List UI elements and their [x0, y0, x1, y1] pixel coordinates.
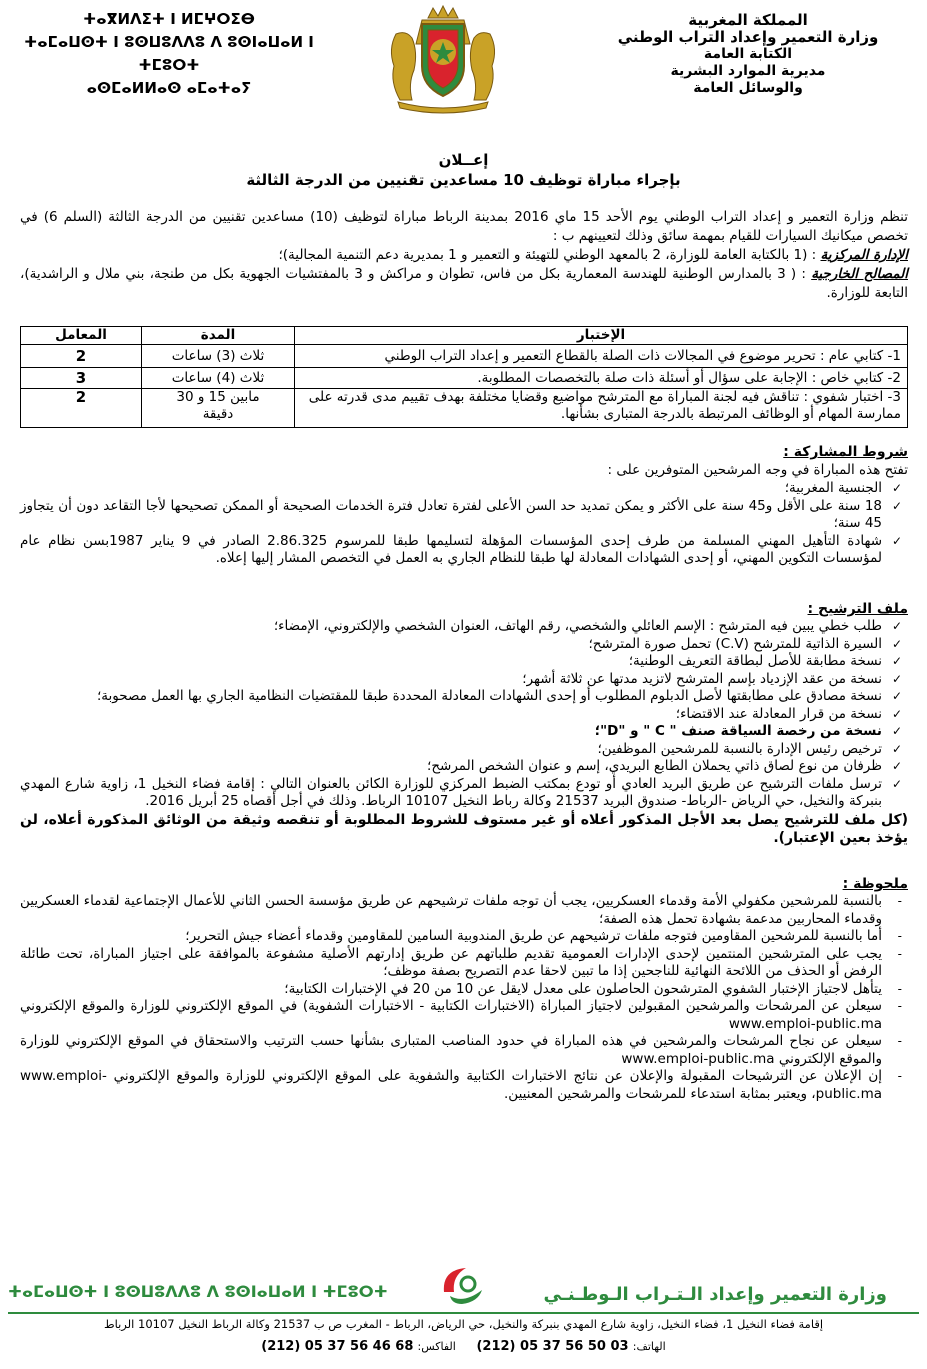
fax-number: (212) 05 37 56 46 68: [261, 1339, 414, 1354]
notes-title: ملحوظة :: [842, 876, 908, 892]
coefficient-cell: 2: [21, 389, 142, 428]
list-item: ✓ نسخة مطابقة للأصل لبطاقة التعريف الوطنية؛: [628, 653, 902, 669]
list-item: - يتأهل لاجتياز الإختبار الشفوي المترشحون الحاصلون على معدل لايقل عن 10 من 20 في الإختبارات الكتابية؛: [284, 980, 902, 997]
list-item: ✓ ترسل ملفات الترشيح عن طريق البريد العادي أو تودع بمكتب الضبط المركزي للوزارة الكائن بالعنوان التالي : إقامة فضاء النخيل 1، زاوية شارع المهدي بنبركة والنخيل، حي الرياض -الرباط- صندوق البريد 21537 وكالة رباط النخيل 10107 الرباط. وذلك في أجل أقصاه 25 أبريل 2016.: [20, 775, 902, 809]
general-secretariat: الكتابة العامة: [703, 46, 793, 62]
header-coefficient: المعامل: [21, 327, 142, 345]
check-icon: ✓: [891, 481, 902, 495]
tifinagh-header: [14, 8, 324, 100]
duration-cell: ثلاث (4) ساعات: [142, 368, 295, 389]
phone-number: (212) 05 37 56 50 03: [476, 1339, 629, 1354]
conditions-section: [20, 443, 908, 568]
dash-bullet: -: [897, 1034, 902, 1048]
list-item: - أما بالنسبة للمرشحين المقاومين فتوجه ملفات ترشيحهم عن طريق المندوبية السامين للمقاومين وقدماء أعضاء جيش التحرير؛: [185, 928, 902, 944]
central-admin-label: الإدارة المركزية: [820, 247, 908, 263]
check-icon: ✓: [891, 671, 902, 686]
duration-cell: مابين 15 و 30 دقيقة: [142, 389, 295, 428]
list-item: ✓ شهادة التأهيل المهني المسلمة من طرف إحدى المؤسسات المؤهلة لتسليمها طبقا للمرسوم 2.86.325 الصادر في 9 يناير 1987بسن نظام عام لمؤسسات التكوين المهني، أو إحدى الشهادات المعادلة لها طبقا للنظام الجاري به العمل في التخصص المشار إليها إعلاه.: [20, 532, 902, 566]
footer-logo-icon: [438, 1262, 488, 1308]
table-header-row: [21, 327, 908, 345]
external-services-label: المصالح الخارجية: [811, 266, 908, 282]
footer-ministry-name: وزارة التعمير وإعداد الـتـراب الـوطـنـي: [543, 1284, 887, 1305]
check-icon: ✓: [891, 498, 902, 513]
footer-contact: [10, 1338, 917, 1356]
dossier-warning: (كل ملف للترشيح يصل بعد الأجل المذكور أعلاه أو غير مستوف للشروط المطلوبة أو تنقصه وثيقة من الوثائق المذكورة أعلاه، لن يؤخذ بعين الإعتبار).: [20, 811, 908, 846]
duration-cell: ثلاث (3) ساعات: [142, 345, 295, 368]
dash-bullet: -: [897, 929, 902, 943]
tifinagh-line: ⵜⴰⴳⵍⴷⵉⵜ ⵏ ⵍⵎⵖⵔⵉⴱ: [83, 10, 255, 28]
kingdom-name: المملكة المغربية: [688, 11, 808, 29]
list-item: ✓ نسخة من قرار المعادلة عند الاقتضاء؛: [675, 705, 902, 722]
dash-bullet: -: [897, 999, 902, 1013]
header-duration: المدة: [142, 327, 295, 345]
tifinagh-line: ⴰⵙⵎⴰⵍⵍⴰⵙ ⴰⵎⴰⵜⴰⵢ: [86, 79, 252, 97]
conditions-intro: تفتح هذه المباراة في وجه المرشحين المتوفرين على :: [607, 462, 908, 478]
dash-bullet: -: [897, 981, 902, 996]
list-item: - سيعلن عن نجاح المرشحات والمرشحين في هذه المباراة في حدود المناصب المتبارى بشأنها حسب الترتيب والاستحقاق في الموقع الإلكتروني للوزارة والموقع الإلكتروني www.emploi-public.ma: [20, 1033, 902, 1067]
list-item: - إن الإعلان عن الترشيحات المقبولة والإعلان عن نتائج الاختبارات الكتابية والشفوية على الموقع الإلكتروني للوزارة والموقع الإلكتروني www.emploi-public.ma، ويعتبر بمثابة استدعاء للمرشحات والمرشحين المعنيين.: [20, 1068, 902, 1102]
check-icon: ✓: [891, 706, 902, 721]
check-icon: ✓: [891, 724, 902, 738]
dash-bullet: -: [897, 894, 902, 908]
directorate-name: مديرية الموارد البشرية: [670, 63, 826, 79]
check-icon: ✓: [891, 776, 902, 791]
fax-label: الفاكس:: [417, 1340, 456, 1353]
list-item: ✓ الجنسية المغربية؛: [784, 480, 902, 496]
dash-bullet: -: [897, 1069, 902, 1083]
title-subline: بإجراء مباراة توظيف 10 مساعدين تقنيين من الدرجة الثالثة: [246, 171, 681, 189]
list-item: - سيعلن عن المرشحات والمرشحين المقبولين لاجتياز المباراة (الاختبارات الكتابية - الاختبارات الشفوية) في الموقع الإلكتروني للوزارة والموقع الإلكتروني www.emploi-public.ma: [20, 998, 902, 1032]
announcement-title: [0, 150, 927, 190]
conditions-title: شروط المشاركة :: [783, 444, 908, 460]
footer-tifinagh: ⵜⴰⵎⴰⵡⵙⵜ ⵏ ⵓⵙⵡⵓⴷⴷⵓ ⴷ ⵓⵙⵏⴰⵡⴰⵍ ⵏ ⵜⵎⵓⵔⵜ: [8, 1282, 388, 1301]
intro-paragraph: تنظم وزارة التعمير و إعداد التراب الوطني يوم الأحد 15 ماي 2016 بمدينة الرباط مباراة لتوظيف (10) مساعدين تقنيين من الدرجة الثالثة (السلم 6) في تخصص ميكانيك السيارات للقيام بمهمة سائق وذلك لتعيينهم ب :: [20, 209, 909, 244]
list-item: ✓ ظرفان من نوع لصاق ذاتي يحملان الطابع البريدي، إسم و عنوان الشخص المرشح؛: [427, 758, 902, 774]
title-line: إعــلان: [438, 151, 489, 169]
footer-divider: [8, 1312, 919, 1314]
intro-section: [20, 208, 908, 303]
check-icon: ✓: [891, 759, 902, 773]
central-admin-text: : (1 بالكتابة العامة للوزارة، 2 بالمعهد الوطني للتهيئة و التعمير و 1 بمديرية دعم التنمية المجالية)؛: [278, 247, 821, 263]
notes-section: [20, 875, 908, 1103]
list-item: ✓ نسخة من عقد الإزدياد بإسم المترشح لاتزيد مدتها عن ثلاثة أشهر؛: [522, 670, 902, 687]
coefficient-cell: 3: [21, 368, 142, 389]
table-row: [21, 389, 908, 428]
phone-label: الهاتف:: [632, 1340, 666, 1353]
exam-table-wrapper: [20, 326, 908, 428]
table-row: [21, 368, 908, 389]
check-icon: ✓: [891, 636, 902, 651]
ministry-name: وزارة التعمير وإعداد التراب الوطني: [617, 28, 879, 46]
external-services-text: : ( 3 بالمدارس الوطنية للهندسة المعمارية بكل من فاس، تطوان و مراكش و 3 بالمفتشيات الجهوية بكل من طنجة، بني ملال و الراشدية)، التابعة للوزارة.: [20, 266, 908, 301]
external-services-line: [20, 265, 908, 303]
list-item: ✓ طلب خطي يبين فيه المترشح : الإسم العائلي والشخصي، رقم الهاتف، العنوان الشخصي والإلكتروني، الإمضاء؛: [273, 618, 902, 634]
dash-bullet: -: [897, 946, 902, 961]
check-icon: ✓: [891, 533, 902, 548]
table-row: [21, 345, 908, 368]
conditions-list: [20, 480, 908, 568]
exam-table: [20, 326, 908, 428]
check-icon: ✓: [891, 619, 902, 633]
list-item: ✓ نسخة مصادق على مطابقتها لأصل الدبلوم المطلوب أو إحدى الشهادات المعادلة المحددة طبقا للمقتضيات النظامية الجاري بها العمل مصحوبة؛: [97, 688, 902, 704]
directorate-name-2: والوسائل العامة: [693, 80, 803, 96]
central-admin-line: [20, 246, 908, 265]
list-item: ✓ 18 سنة على الأقل و45 سنة على الأكثر و يمكن تمديد حد السن الأعلى لفترة تعادل فترة الخدمات الصحيحة أو الممكن تصحيحها لأجا التقاعد دون أن يتجاوز 45 سنة؛: [20, 497, 902, 531]
list-item: ✓ ترخيص رئيس الإدارة بالنسبة للمرشحين الموظفين؛: [597, 740, 902, 757]
check-icon: ✓: [891, 654, 902, 668]
dossier-section: [20, 600, 908, 847]
list-item: ✓ نسخة من رخصة السياقة صنف " C " و "D"؛: [594, 723, 902, 739]
header-exam: الإختبار: [295, 327, 908, 345]
tifinagh-line: ⵜⴰⵎⴰⵡⵙⵜ ⵏ ⵓⵙⵡⵓⴷⴷⵓ ⴷ ⵓⵙⵏⴰⵡⴰⵍ ⵏ ⵜⵎⵓⵔⵜ: [24, 33, 314, 74]
footer-address: إقامة فضاء النخيل 1، فضاء النخيل، زاوية شارع المهدي بنبركة والنخيل، حي الرياض، الرباط - المغرب ص ب 21537 وكالة الرباط النخيل 10107 الرباط: [103, 1317, 824, 1331]
exam-cell: 1- كتابي عام : تحرير موضوع في المجالات ذات الصلة بالقطاع التعمير و إعداد التراب الوطني: [295, 345, 908, 368]
list-item: - يجب على المترشحين المنتمين لإحدى الإدارات العمومية تقديم طلباتهم عن طريق إدارتهم الأصلية مشفوعة بالموافقة على اجتياز المباراة، تحت طائلة الرفض أو الحذف من اللائحة النهائية للناجحين إذا ما تبين لاحقا عدم التصريح بصفة موظف؛: [20, 945, 902, 979]
list-item: - بالنسبة للمرشحين مكفولي الأمة وقدماء العسكريين، يجب أن توجه ملفات ترشيحهم عن طريق مؤسسة الحسن الثاني للأعمال الإجتماعية لقدماء العسكريين وقدماء المحاربين مدعمة بشهادة تحمل هذه الصفة؛: [20, 893, 902, 927]
dossier-list: [20, 618, 908, 811]
check-icon: ✓: [891, 689, 902, 703]
notes-list: [20, 893, 908, 1103]
arabic-header: [583, 12, 913, 97]
coefficient-cell: 2: [21, 345, 142, 368]
coat-of-arms-emblem: [378, 4, 508, 114]
exam-cell: 2- كتابي خاص : الإجابة على سؤال أو أسئلة ذات صلة بالتخصصات المطلوبة.: [295, 368, 908, 389]
check-icon: ✓: [891, 741, 902, 756]
exam-cell: 3- اختبار شفوي : تناقش فيه لجنة المباراة مع المترشح مواضيع وقضايا مختلفة بهدف تقييم مدى قدرته على ممارسة المهام أو الوظائف المرتبطة بالدرجة المتبارى بشأنها.: [295, 389, 908, 428]
dossier-title: ملف الترشيح :: [807, 601, 908, 617]
list-item: ✓ السيرة الذاتية للمترشح (C.V) تحمل صورة المترشح؛: [588, 635, 902, 652]
